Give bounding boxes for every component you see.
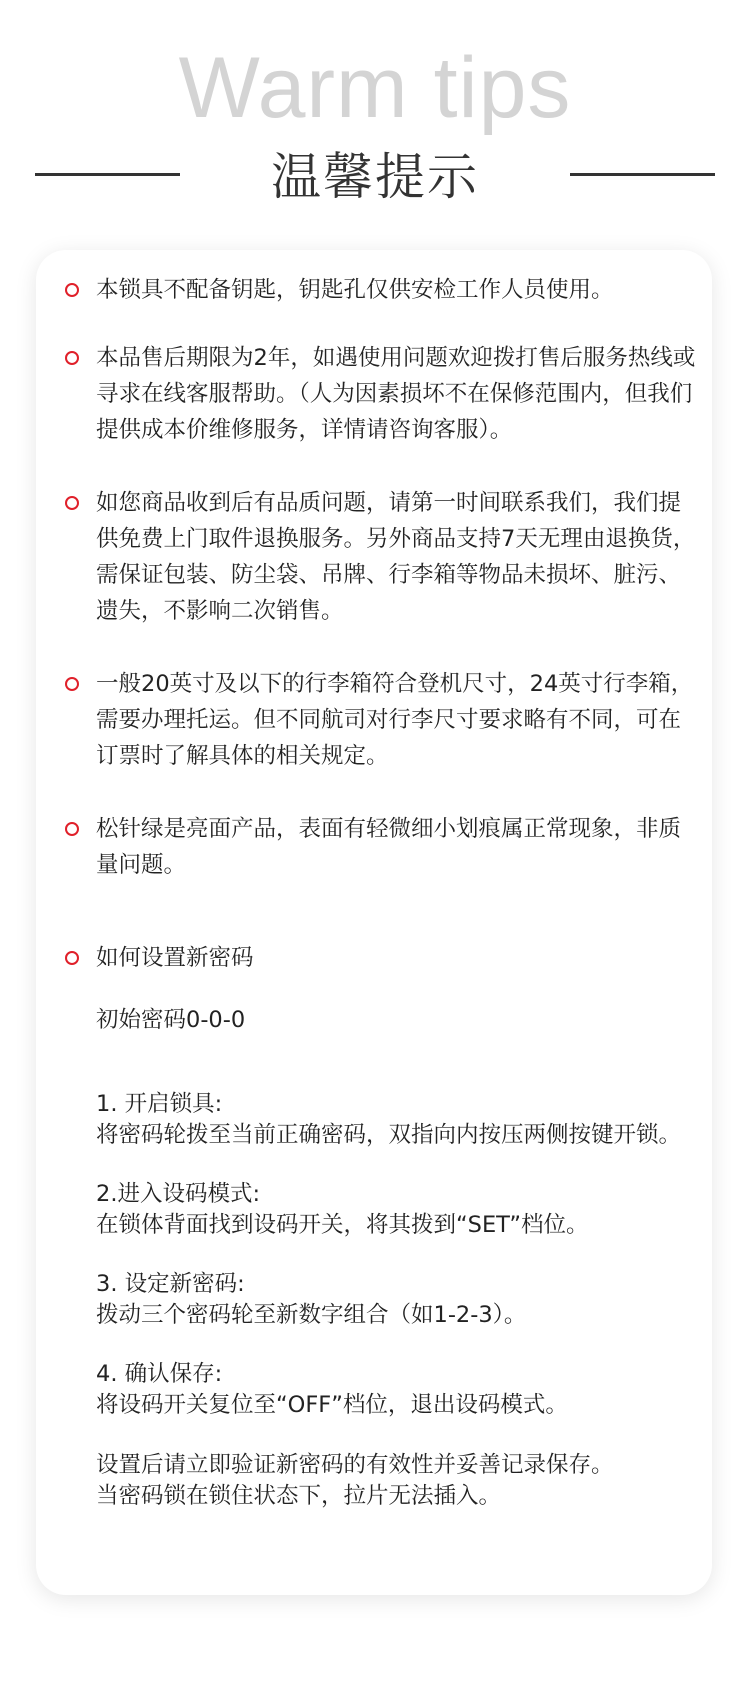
password-note: 当密码锁在锁住状态下，拉片无法插入。 bbox=[96, 1483, 502, 1509]
step-description: 将密码轮拨至当前正确密码，双指向内按压两侧按键开锁。 bbox=[96, 1122, 682, 1148]
bullet-circle-icon bbox=[65, 351, 79, 365]
tip-text: 本锁具不配备钥匙，钥匙孔仅供安检工作人员使用。 bbox=[96, 277, 614, 303]
step-title: 3. 设定新密码: bbox=[96, 1271, 245, 1297]
tip-text: 一般20英寸及以下的行李箱符合登机尺寸，24英寸行李箱，需要办理托运。但不同航司对行李尺寸要求略有不同，可在订票时了解具体的相关规定。 bbox=[96, 671, 694, 769]
password-title: 如何设置新密码 bbox=[96, 945, 254, 971]
bullet-circle-icon bbox=[65, 283, 79, 297]
bullet-circle-icon bbox=[65, 496, 79, 510]
bullet-circle-icon bbox=[65, 822, 79, 836]
password-note: 设置后请立即验证新密码的有效性并妥善记录保存。 bbox=[96, 1452, 614, 1478]
password-initial: 初始密码0-0-0 bbox=[96, 1007, 246, 1033]
tips-card bbox=[36, 250, 712, 1595]
tip-text: 松针绿是亮面产品，表面有轻微细小划痕属正常现象，非质量问题。 bbox=[96, 816, 682, 878]
tip-text: 如您商品收到后有品质问题，请第一时间联系我们，我们提供免费上门取件退换服务。另外商品支持7天无理由退换货，需保证包装、防尘袋、吊牌、行李箱等物品未损坏、脏污、遗失，不影响二次销售。 bbox=[96, 490, 696, 624]
header-divider-right bbox=[570, 173, 715, 176]
step-title: 2.进入设码模式: bbox=[96, 1181, 261, 1207]
step-description: 拨动三个密码轮至新数字组合（如1-2-3）。 bbox=[96, 1302, 527, 1328]
step-title: 1. 开启锁具: bbox=[96, 1091, 223, 1117]
step-title: 4. 确认保存: bbox=[96, 1361, 223, 1387]
header-title-cn: 温馨提示 bbox=[271, 148, 479, 206]
header-title-en: Warm tips bbox=[178, 40, 572, 136]
header-title-row bbox=[0, 142, 750, 216]
step-description: 在锁体背面找到设码开关，将其拨到“SET”档位。 bbox=[96, 1212, 589, 1238]
bullet-circle-icon bbox=[65, 677, 79, 691]
bullet-circle-icon bbox=[65, 951, 79, 965]
tip-text: 本品售后期限为2年，如遇使用问题欢迎拨打售后服务热线或寻求在线客服帮助。（人为因素损坏不在保修范围内，但我们提供成本价维修服务，详情请咨询客服）。 bbox=[96, 345, 696, 443]
step-description: 将设码开关复位至“OFF”档位，退出设码模式。 bbox=[96, 1392, 568, 1418]
